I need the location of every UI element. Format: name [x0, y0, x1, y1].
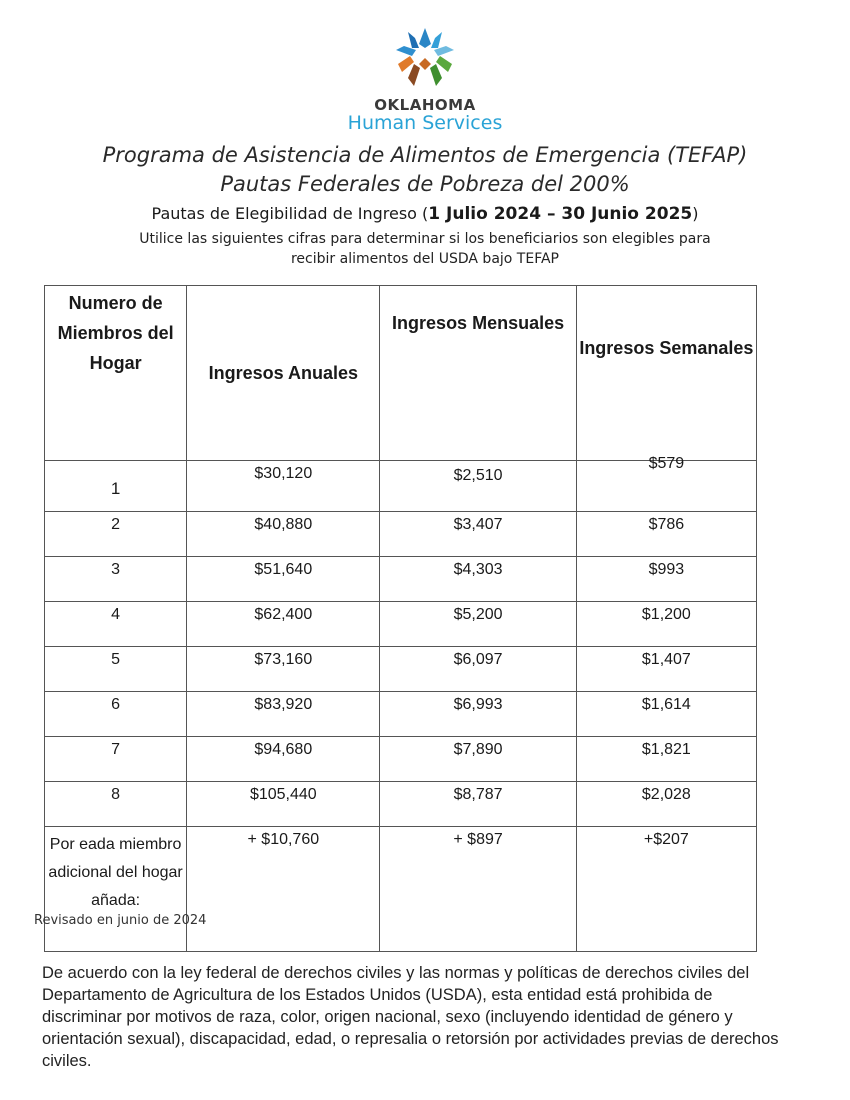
header-weekly-income: Ingresos Semanales — [576, 286, 756, 461]
weekly-income-cell: $993 — [576, 557, 756, 602]
monthly-income-cell: $5,200 — [380, 602, 576, 647]
household-size-cell: 3 — [45, 557, 187, 602]
monthly-income-cell: $3,407 — [380, 512, 576, 557]
household-size-cell: 8 — [45, 782, 187, 827]
annual-income-cell: $94,680 — [187, 737, 380, 782]
household-size-cell: 6 — [45, 692, 187, 737]
weekly-income-cell: $786 — [576, 512, 756, 557]
additional-annual-cell: + $10,760 — [187, 827, 380, 952]
household-size-cell: 2 — [45, 512, 187, 557]
eligibility-period-prefix: Pautas de Elegibilidad de Ingreso ( — [151, 204, 429, 223]
annual-income-cell: $62,400 — [187, 602, 380, 647]
instruction-line-2: recibir alimentos del USDA bajo TEFAP — [290, 251, 559, 267]
civil-rights-statement: De acuerdo con la ley federal de derechos civiles y las normas y políticas de derechos civiles del Departamento de Agricultura de los Estados Unidos (USDA), esta entidad está prohibida de discriminar por motivos de raza, color, origen nacional, sexo (incluyendo identidad de género y orientación sexual), discapacidad, edad, o represalia o retorsión por actividades previas de derechos civiles. — [42, 964, 779, 1070]
table-row — [45, 557, 757, 602]
table-row — [45, 461, 757, 512]
income-eligibility-table — [44, 285, 757, 952]
household-size-cell: 4 — [45, 602, 187, 647]
header-household-members: Numero de Miembros del Hogar — [45, 286, 187, 461]
annual-income-cell: $30,120 — [187, 461, 380, 512]
eligibility-period — [0, 204, 850, 224]
brand-name-human-services: Human Services — [347, 112, 503, 134]
header-annual-income: Ingresos Anuales — [187, 286, 380, 461]
table-row — [45, 512, 757, 557]
header-monthly-income: Ingresos Mensuales — [380, 286, 576, 461]
monthly-income-cell: $7,890 — [380, 737, 576, 782]
weekly-income-cell: $1,821 — [576, 737, 756, 782]
table-row — [45, 737, 757, 782]
weekly-income-cell: $1,200 — [576, 602, 756, 647]
annual-income-cell: $83,920 — [187, 692, 380, 737]
annual-income-cell: $40,880 — [187, 512, 380, 557]
document-title: Programa de Asistencia de Alimentos de Emergencia (TEFAP) — [102, 143, 748, 167]
additional-monthly-cell: + $897 — [380, 827, 576, 952]
weekly-income-cell — [576, 455, 756, 512]
instruction-line-1: Utilice las siguientes cifras para determinar si los beneficiarios son elegibles para — [139, 231, 711, 247]
document-subtitle: Pautas Federales de Pobreza del 200% — [220, 172, 630, 196]
eligibility-period-suffix: ) — [692, 204, 699, 223]
monthly-income-cell: $6,097 — [380, 647, 576, 692]
household-size-cell: 5 — [45, 647, 187, 692]
monthly-income-cell: $2,510 — [380, 461, 576, 512]
monthly-income-cell: $8,787 — [380, 782, 576, 827]
additional-weekly-cell: +$207 — [576, 827, 756, 952]
household-size-cell: 7 — [45, 737, 187, 782]
eligibility-period-dates: 1 Julio 2024 – 30 Junio 2025 — [428, 204, 693, 224]
table-row — [45, 647, 757, 692]
weekly-income-cell: $1,614 — [576, 692, 756, 737]
table-row — [45, 782, 757, 827]
weekly-income-cell: $2,028 — [576, 782, 756, 827]
additional-member-label: Por eada miembro adicional del hogar añada: — [45, 827, 187, 952]
table-row — [45, 602, 757, 647]
table-row-additional-member — [45, 827, 757, 952]
table-row — [45, 692, 757, 737]
annual-income-cell: $73,160 — [187, 647, 380, 692]
weekly-income-cell: $1,407 — [576, 647, 756, 692]
oklahoma-human-services-logo — [0, 24, 850, 92]
monthly-income-cell: $6,993 — [380, 692, 576, 737]
annual-income-cell: $51,640 — [187, 557, 380, 602]
revision-note: Revisado en junio de 2024 — [34, 913, 207, 928]
monthly-income-cell: $4,303 — [380, 557, 576, 602]
weekly-income-value: $579 — [648, 455, 685, 472]
star-logo-icon — [390, 24, 460, 92]
household-size-cell: 1 — [45, 461, 187, 512]
brand-name-oklahoma: OKLAHOMA — [374, 96, 476, 114]
annual-income-cell: $105,440 — [187, 782, 380, 827]
table-header-row — [45, 286, 757, 461]
